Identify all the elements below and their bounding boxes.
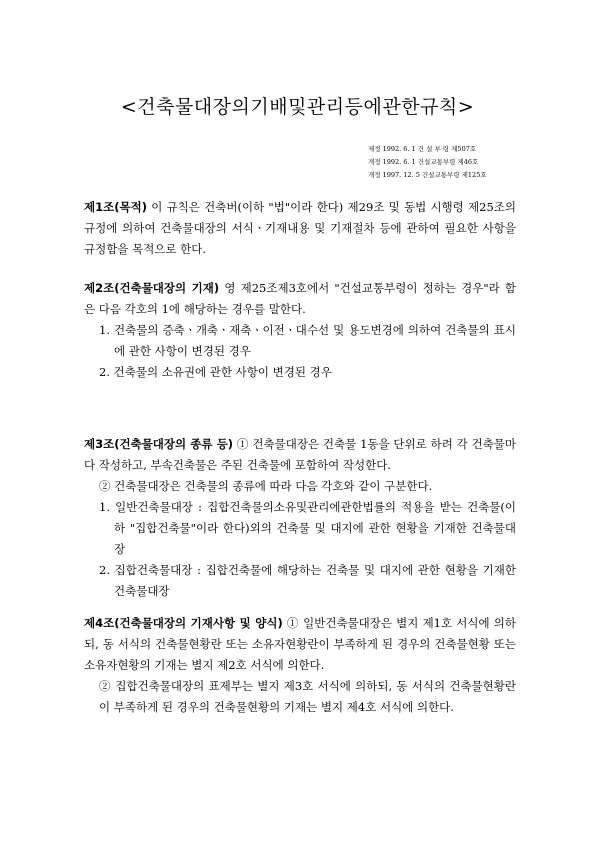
article-paragraph: ② 건축물대장은 건축물의 종류에 따라 다음 각호와 같이 구분한다. (99, 479, 433, 493)
revision-history (368, 143, 568, 182)
article-2 (84, 278, 516, 383)
article-heading: 제2조(건축물대장의 기재) (84, 281, 220, 295)
article-paragraph (84, 434, 516, 476)
history-line: 개정 1997. 12. 5 건설교통부령 제125호 (368, 171, 487, 179)
article-text: 이 규칙은 건축버(이하 "법"이라 한다) 제29조 및 동법 시행령 제25조의 규정에 의하여 건축물대장의 서식ㆍ기재내용 및 기재절차 등에 관하여 필요한 사항을 규정함을 목적으로 한다. (84, 200, 516, 256)
article-text: 영 제25조제3호에서 "건설교통부령이 정하는 경우"라 함은 다음 각호의 1에 해당하는 경우를 말한다. (84, 281, 517, 316)
article-1 (84, 197, 516, 260)
article-text: ① 건축물대장은 건축물 1동을 단위로 하려 각 건축물마다 작성하고, 부속건축물은 주된 건축물에 포함하여 작성한다. (84, 437, 517, 472)
article-3 (84, 434, 516, 602)
article-heading: 제4조(건축물대장의 기재사항 및 양식) (84, 616, 283, 630)
article-4 (84, 613, 516, 718)
article-item: 2. 건축물의 소유권에 관한 사항이 변경된 경우 (99, 365, 332, 379)
article-paragraph (84, 613, 516, 676)
article-paragraph: ② 집합건축물대장의 표제부는 별지 제3호 서식에 의하되, 동 서식의 건축물현황란이 부족하게 된 경우의 건축물현황의 기재는 별지 제4호 서식에 의한다. (99, 679, 516, 714)
article-heading: 제3조(건축물대장의 종류 등) (84, 437, 234, 451)
history-line: 개정 1992. 6. 1 건설교통부령 제46호 (368, 158, 479, 166)
article-item: 1. 일반건축물대장 : 집합건축물의소유및관리에관한법률의 적용을 받는 건축물(이하 "집합건축물"이라 한다)외의 건축물 및 대지에 관한 현황을 기재한 건축물대장 (99, 500, 516, 556)
document-title: <건축물대장의기배및관리등에관한규칙> (120, 96, 475, 118)
article-item: 2. 집합건축물대장 : 집합건축물에 해당하는 건축물 및 대지에 관한 현황을 기재한 건축물대장 (99, 563, 516, 598)
article-item: 1. 건축물의 증축ㆍ개축ㆍ재축ㆍ이전ㆍ대수선 및 용도변경에 의하여 건축물의 표시에 관한 사항이 변경된 경우 (99, 323, 516, 358)
article-heading: 제1조(목적) (84, 200, 147, 214)
article-text: ① 일반건축물대장은 별지 제1호 서식에 의하되, 동 서식의 건축물현황란 또는 소유자현황란이 부족하게 된 경우의 건축물현황 또는 소유자현황의 기재는 별지 제2호 서식에 의한다. (84, 616, 516, 672)
article-paragraph (84, 197, 516, 260)
history-line: 제정 1992. 6. 1 건 설 부 령 제507호 (368, 145, 477, 153)
article-paragraph (84, 278, 516, 320)
